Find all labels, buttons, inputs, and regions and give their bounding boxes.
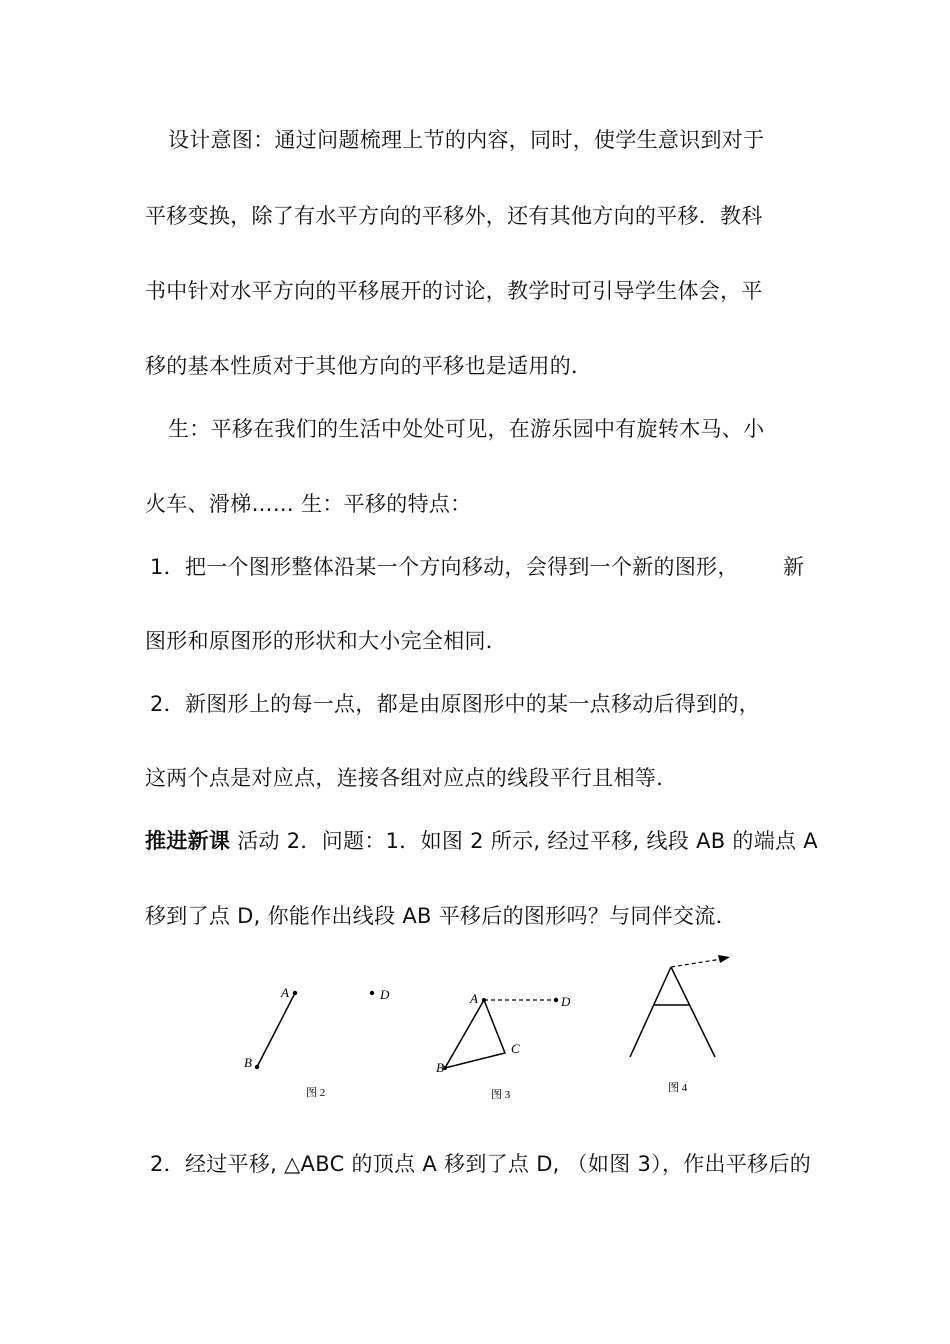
section-heading: 推进新课 [145, 829, 231, 853]
paragraph-line: 设计意图：通过问题梳理上节的内容，同时，使学生意识到对于 [168, 128, 765, 152]
point-label-b: B [436, 1060, 444, 1075]
paragraph-line: 这两个点是对应点，连接各组对应点的线段平行且相等． [145, 766, 678, 790]
point-label-a: A [470, 991, 478, 1006]
figure-caption: 图 2 [306, 1087, 326, 1099]
figure-4 [630, 955, 730, 1094]
figure-2 [244, 985, 390, 1099]
paragraph-line: 新 [783, 555, 805, 579]
point-label-d: D [380, 987, 390, 1002]
paragraph-line: 平移变换，除了有水平方向的平移外，还有其他方向的平移．教科 [145, 204, 763, 228]
paragraph-line: 火车、滑梯…… 生：平移的特点： [145, 492, 472, 516]
paragraph-line: 移的基本性质对于其他方向的平移也是适用的． [145, 354, 593, 378]
figure-caption: 图 4 [668, 1082, 688, 1094]
figure-3 [436, 991, 571, 1101]
paragraph-line: 1．把一个图形整体沿某一个方向移动，会得到一个新的图形， [150, 555, 739, 579]
paragraph-line: 书中针对水平方向的平移展开的讨论，教学时可引导学生体会，平 [145, 279, 763, 303]
paragraph-line: 生：平移在我们的生活中处处可见，在游乐园中有旋转木马、小 [168, 417, 765, 441]
activity-line [145, 826, 818, 856]
paragraph-line: 2．经过平移, △ABC 的顶点 A 移到了点 D, （如图 3），作出平移后的 [150, 1152, 812, 1176]
arrow-head-icon [718, 955, 730, 963]
point-label-d: D [561, 994, 571, 1009]
paragraph-line: 移到了点 D, 你能作出线段 AB 平移后的图形吗？与同伴交流． [145, 904, 737, 928]
activity-text: 活动 2．问题：1．如图 2 所示, 经过平移, 线段 AB 的端点 A [237, 829, 818, 853]
paragraph-line: 2．新图形上的每一点，都是由原图形中的某一点移动后得到的， [150, 692, 761, 716]
point-label-c: C [511, 1041, 520, 1056]
figures [0, 955, 950, 1105]
point-label-a: A [281, 985, 289, 1000]
figure-caption: 图 3 [491, 1089, 511, 1101]
point-label-b: B [244, 1055, 252, 1070]
paragraph-line: 图形和原图形的形状和大小完全相同． [145, 629, 508, 653]
